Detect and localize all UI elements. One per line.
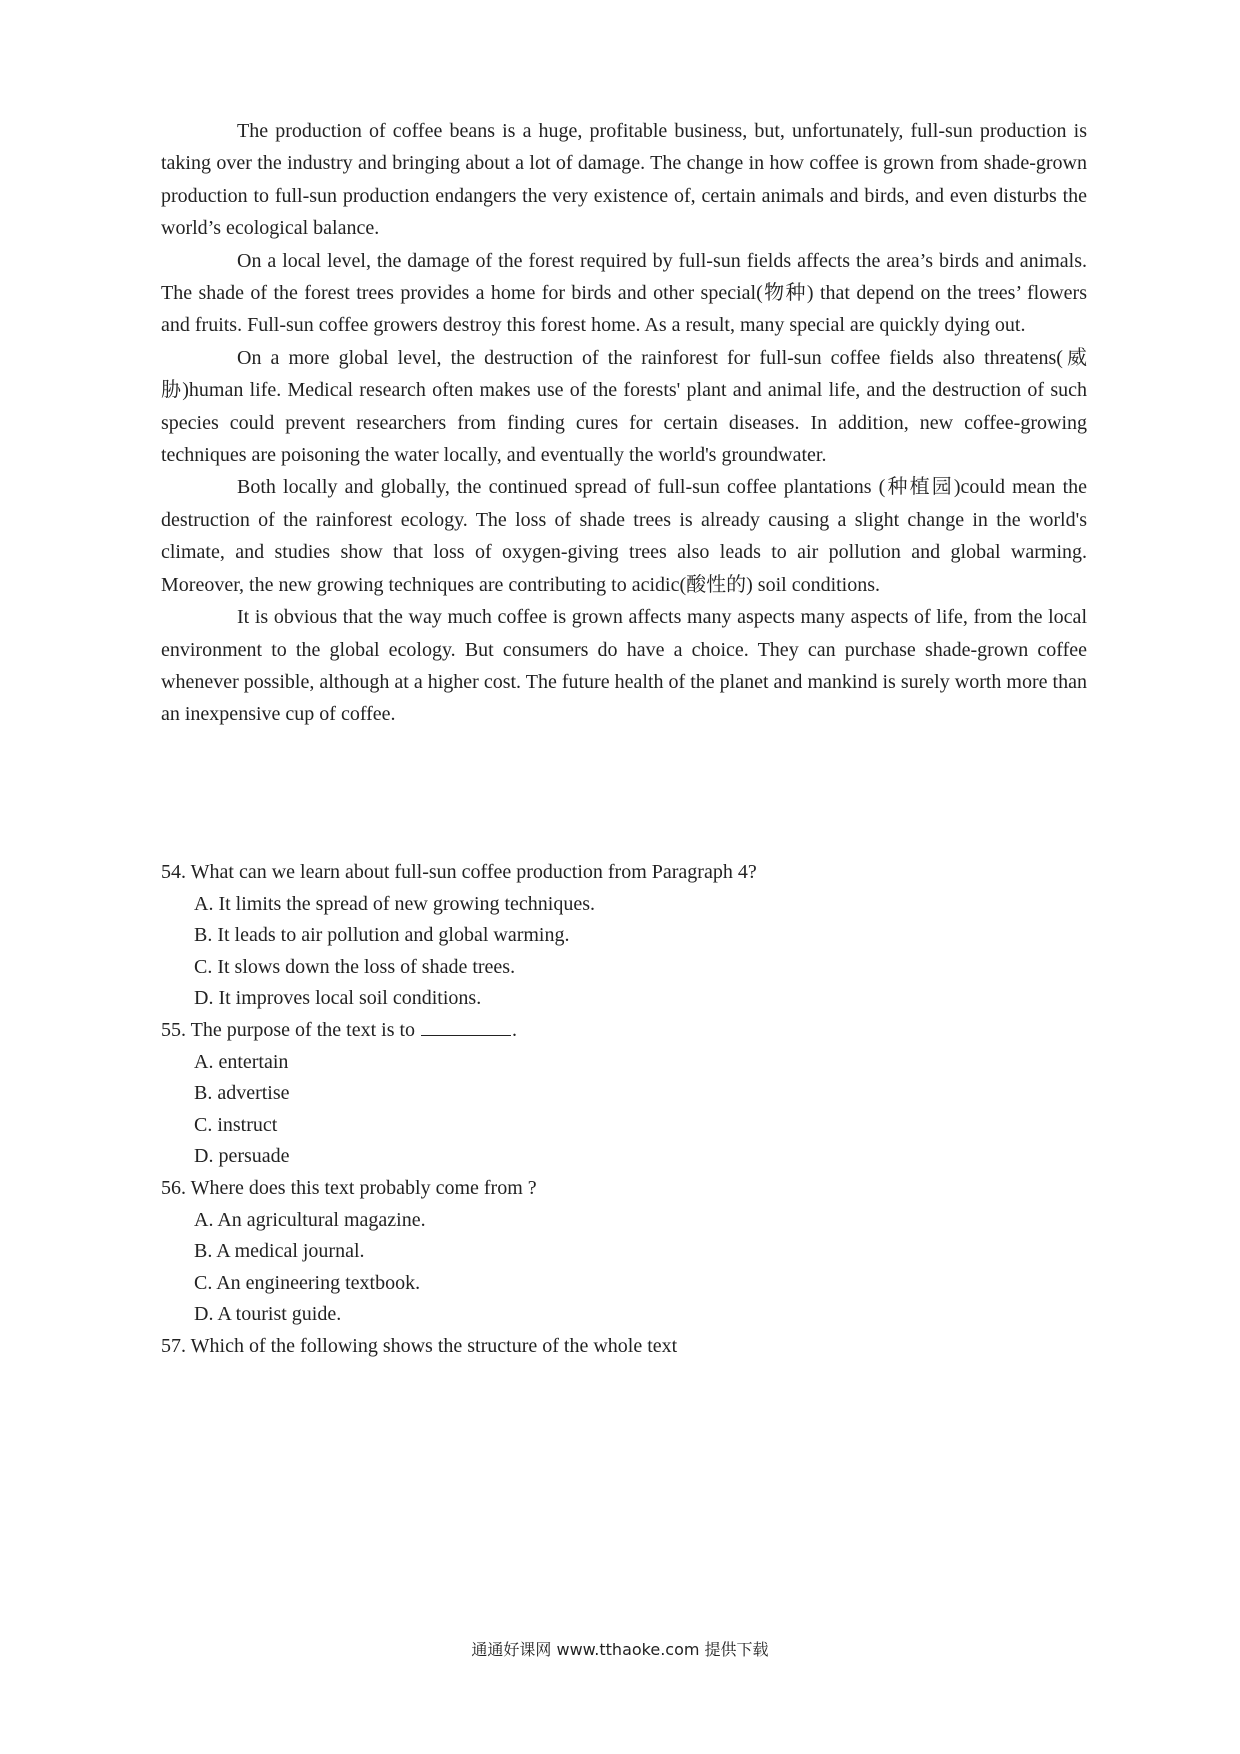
answer-option-d: D. A tourist guide. [194, 1303, 342, 1326]
answer-option-b: B. advertise [194, 1082, 290, 1105]
answer-option-a: A. It limits the spread of new growing techniques. [194, 892, 596, 915]
question-stem: 57. Which of the following shows the structure of the whole text [161, 1334, 678, 1357]
answer-option-b: B. A medical journal. [194, 1240, 365, 1263]
passage-paragraph-5: It is obvious that the way much coffee is grown affects many aspects many aspects of life, from the local environment to the global ecology. But consumers do have a choice. They can purchase shade-grown coffee whenever possible, although at a higher cost. The future health of the planet and mankind is surely worth more than an inexpensive cup of coffee. [161, 606, 1087, 726]
answer-option-d: D. persuade [194, 1145, 290, 1168]
passage-paragraph-1: The production of coffee beans is a huge, profitable business, but, unfortunately, full-sun production is taking over the industry and bringing about a lot of damage. The change in how coffee is grown from shade-grown production to full-sun production endangers the very existence of, certain animals and birds, and even disturbs the world’s ecological balance. [161, 120, 1087, 240]
answer-option-a: A. An agricultural magazine. [194, 1208, 426, 1231]
answer-option-c: C. instruct [194, 1113, 278, 1136]
question-57 [161, 1331, 1087, 1363]
answer-option-c: C. It slows down the loss of shade trees. [194, 955, 516, 978]
question-stem: 56. Where does this text probably come from ? [161, 1176, 537, 1199]
question-stem: 55. The purpose of the text is to [161, 1018, 416, 1041]
answer-blank [421, 1017, 511, 1036]
answer-option-c: C. An engineering textbook. [194, 1271, 421, 1294]
passage-paragraph-3: On a more global level, the destruction of the rainforest for full-sun coffee fields also threatens(威胁)human life. Medical research often makes use of the forests' plant and animal life, and the destruction of such species could prevent researchers from finding cures for certain diseases. In addition, new coffee-growing techniques are poisoning the water locally, and eventually the world's groundwater. [161, 346, 1087, 467]
passage-paragraph-4: Both locally and globally, the continued spread of full-sun coffee plantations (种植园)could mean the destruction of the rainforest ecology. The loss of shade trees is already causing a slight change in the world's climate, and studies show that loss of oxygen-giving trees also leads to air pollution and global warming. Moreover, the new growing techniques are contributing to acidic(酸性的) soil conditions. [161, 476, 1087, 596]
question-56 [161, 1173, 1087, 1331]
question-54 [161, 857, 1087, 1015]
question-stem: 54. What can we learn about full-sun coffee production from Paragraph 4? [161, 861, 757, 883]
answer-option-a: A. entertain [194, 1050, 289, 1073]
page-footer: 通通好课网 www.tthaoke.com 提供下载 [471, 1640, 769, 1659]
answer-option-b: B. It leads to air pollution and global warming. [194, 924, 570, 947]
answer-option-d: D. It improves local soil conditions. [194, 987, 482, 1010]
reading-passage [161, 115, 1087, 731]
question-list [161, 857, 1087, 1363]
question-stem-line [161, 1015, 1087, 1047]
question-stem-end: . [512, 1018, 518, 1041]
question-55 [161, 1015, 1087, 1173]
passage-paragraph-2: On a local level, the damage of the forest required by full-sun fields affects the area’s birds and animals. The shade of the forest trees provides a home for birds and other special(物种) that depend on the trees’ flowers and fruits. Full-sun coffee growers destroy this forest home. As a result, many special are quickly dying out. [161, 249, 1087, 337]
